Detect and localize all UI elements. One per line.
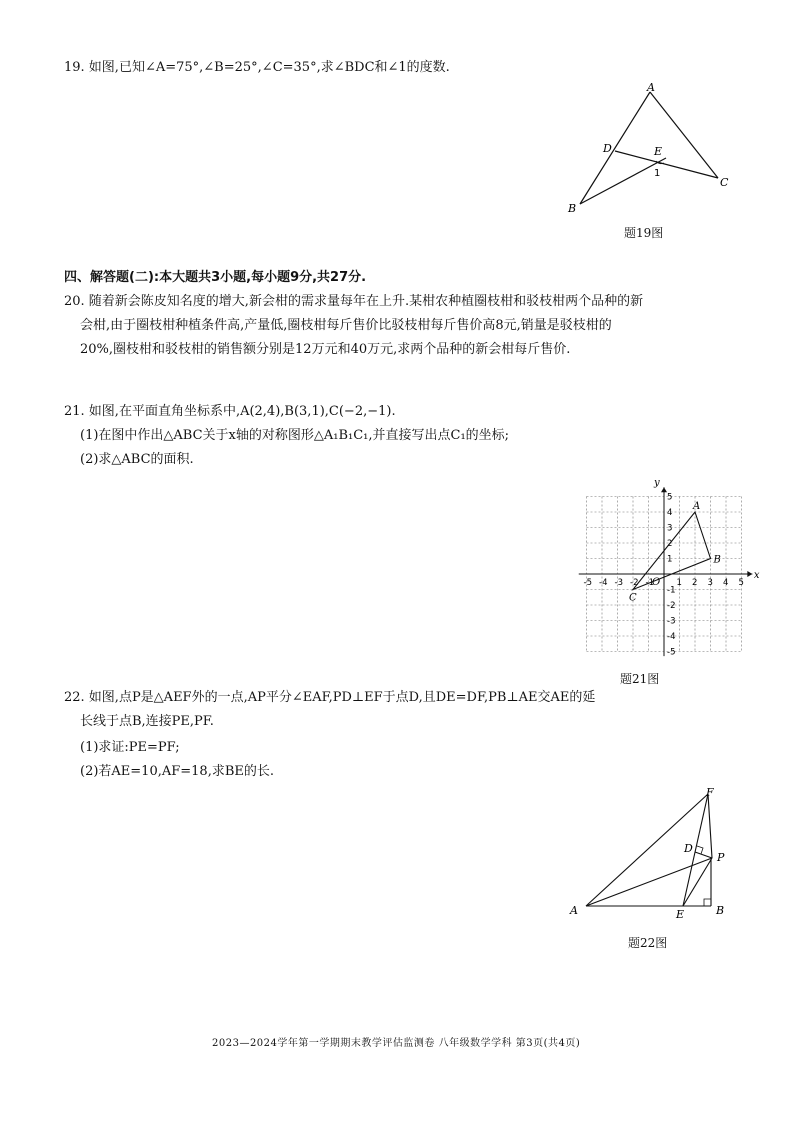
- y-axis-arrow: [661, 487, 667, 492]
- x-tick-label: -4: [599, 578, 608, 588]
- q19-text: 19. 如图,已知∠A=75°,∠B=25°,∠C=35°,求∠BDC和∠1的度数.: [64, 60, 450, 75]
- section4-heading: 四、解答题(二):本大题共3小题,每小题9分,共27分.: [64, 270, 367, 285]
- q22-label-E: E: [676, 908, 685, 921]
- x-axis-arrow: [747, 571, 752, 577]
- q19-side-AC: [650, 92, 718, 178]
- point-B-label: B: [713, 554, 721, 566]
- q19-side-AB: [580, 92, 650, 204]
- q22-label-P: P: [717, 851, 725, 864]
- q19-label-C: C: [720, 176, 729, 189]
- q22-label-A: A: [570, 904, 578, 917]
- x-axis-label: x: [753, 570, 760, 581]
- x-tick-label: 3: [707, 578, 713, 588]
- q19-caption: 题19图: [624, 226, 664, 240]
- q21-coordinate-grid: [548, 477, 760, 660]
- q22-triangle-figure: [568, 784, 738, 924]
- q19-label-E: E: [654, 145, 663, 158]
- q22-line4: (2)若AE=10,AF=18,求BE的长.: [80, 764, 275, 779]
- x-tick-label: 4: [723, 578, 729, 588]
- y-tick-label: -1: [667, 585, 676, 596]
- q21-line1: 21. 如图,在平面直角坐标系中,A(2,4),B(3,1),C(−2,−1).: [64, 404, 396, 419]
- x-tick-label: -1: [645, 578, 654, 588]
- point-C-label: C: [629, 592, 637, 604]
- q20-line3: 20%,圈枝柑和驳枝柑的销售额分别是12万元和40万元,求两个品种的新会柑每斤售价.: [80, 342, 571, 357]
- q22-line1: 22. 如图,点P是△AEF外的一点,AP平分∠EAF,PD⊥EF于点D,且DE=DF,PB⊥AE交AE的延: [64, 690, 596, 705]
- y-tick-label: 3: [667, 523, 673, 534]
- q22-caption: 题22图: [628, 936, 668, 950]
- y-tick-label: -2: [667, 601, 676, 611]
- x-tick-label: -3: [614, 578, 623, 588]
- q22-segment-PF: [708, 794, 712, 858]
- x-tick-label: -5: [583, 578, 592, 588]
- y-tick-label: 1: [667, 554, 673, 565]
- y-tick-label: -4: [667, 632, 676, 642]
- q22-line2: 长线于点B,连接PE,PF.: [80, 714, 214, 729]
- q19-label-D: D: [603, 142, 612, 155]
- q19-segment-DC: [615, 151, 718, 178]
- q21-caption: 题21图: [620, 672, 660, 686]
- q19-label-B: B: [568, 202, 577, 215]
- q22-label-D: D: [684, 842, 693, 855]
- y-tick-label: 4: [667, 508, 673, 518]
- y-tick-label: 2: [667, 539, 673, 549]
- x-tick-label: -2: [630, 578, 639, 588]
- q19-segment-BE: [580, 158, 666, 204]
- x-tick-label: 2: [692, 578, 698, 588]
- x-tick-label: 1: [676, 578, 682, 588]
- y-tick-label: 5: [667, 492, 673, 503]
- q20-line1: 20. 随着新会陈皮知名度的增大,新会柑的需求量每年在上升.某柑农种植圈枝柑和驳枝柑两个品种的新: [64, 294, 644, 309]
- q22-label-B: B: [716, 904, 725, 917]
- origin-label: O: [652, 577, 661, 588]
- x-tick-label: 5: [738, 578, 744, 588]
- y-tick-label: -5: [667, 647, 676, 658]
- q22-segment-PD: [695, 852, 712, 858]
- q22-segment-AP: [586, 858, 712, 906]
- q21-line3: (2)求△ABC的面积.: [80, 452, 194, 467]
- q19-label-angle1: 1: [654, 168, 661, 179]
- y-tick-label: -3: [667, 616, 676, 627]
- y-axis-label: y: [654, 477, 660, 489]
- q21-line2: (1)在图中作出△ABC关于x轴的对称图形△A₁B₁C₁,并直接写出点C₁的坐标;: [80, 428, 510, 443]
- q19-label-A: A: [647, 81, 655, 94]
- q20-line2: 会柑,由于圈枝柑种植条件高,产量低,圈枝柑每斤售价比驳枝柑每斤售价高8元,销量是驳枝柑的: [80, 318, 612, 333]
- page-footer: 2023—2024学年第一学期期末教学评估监测卷 八年级数学学科 第3页(共4页): [212, 1038, 581, 1049]
- q22-label-F: F: [706, 786, 714, 799]
- q19-triangle-figure: [560, 82, 740, 217]
- q22-line3: (1)求证:PE=PF;: [80, 740, 180, 755]
- point-A-label: A: [693, 501, 701, 512]
